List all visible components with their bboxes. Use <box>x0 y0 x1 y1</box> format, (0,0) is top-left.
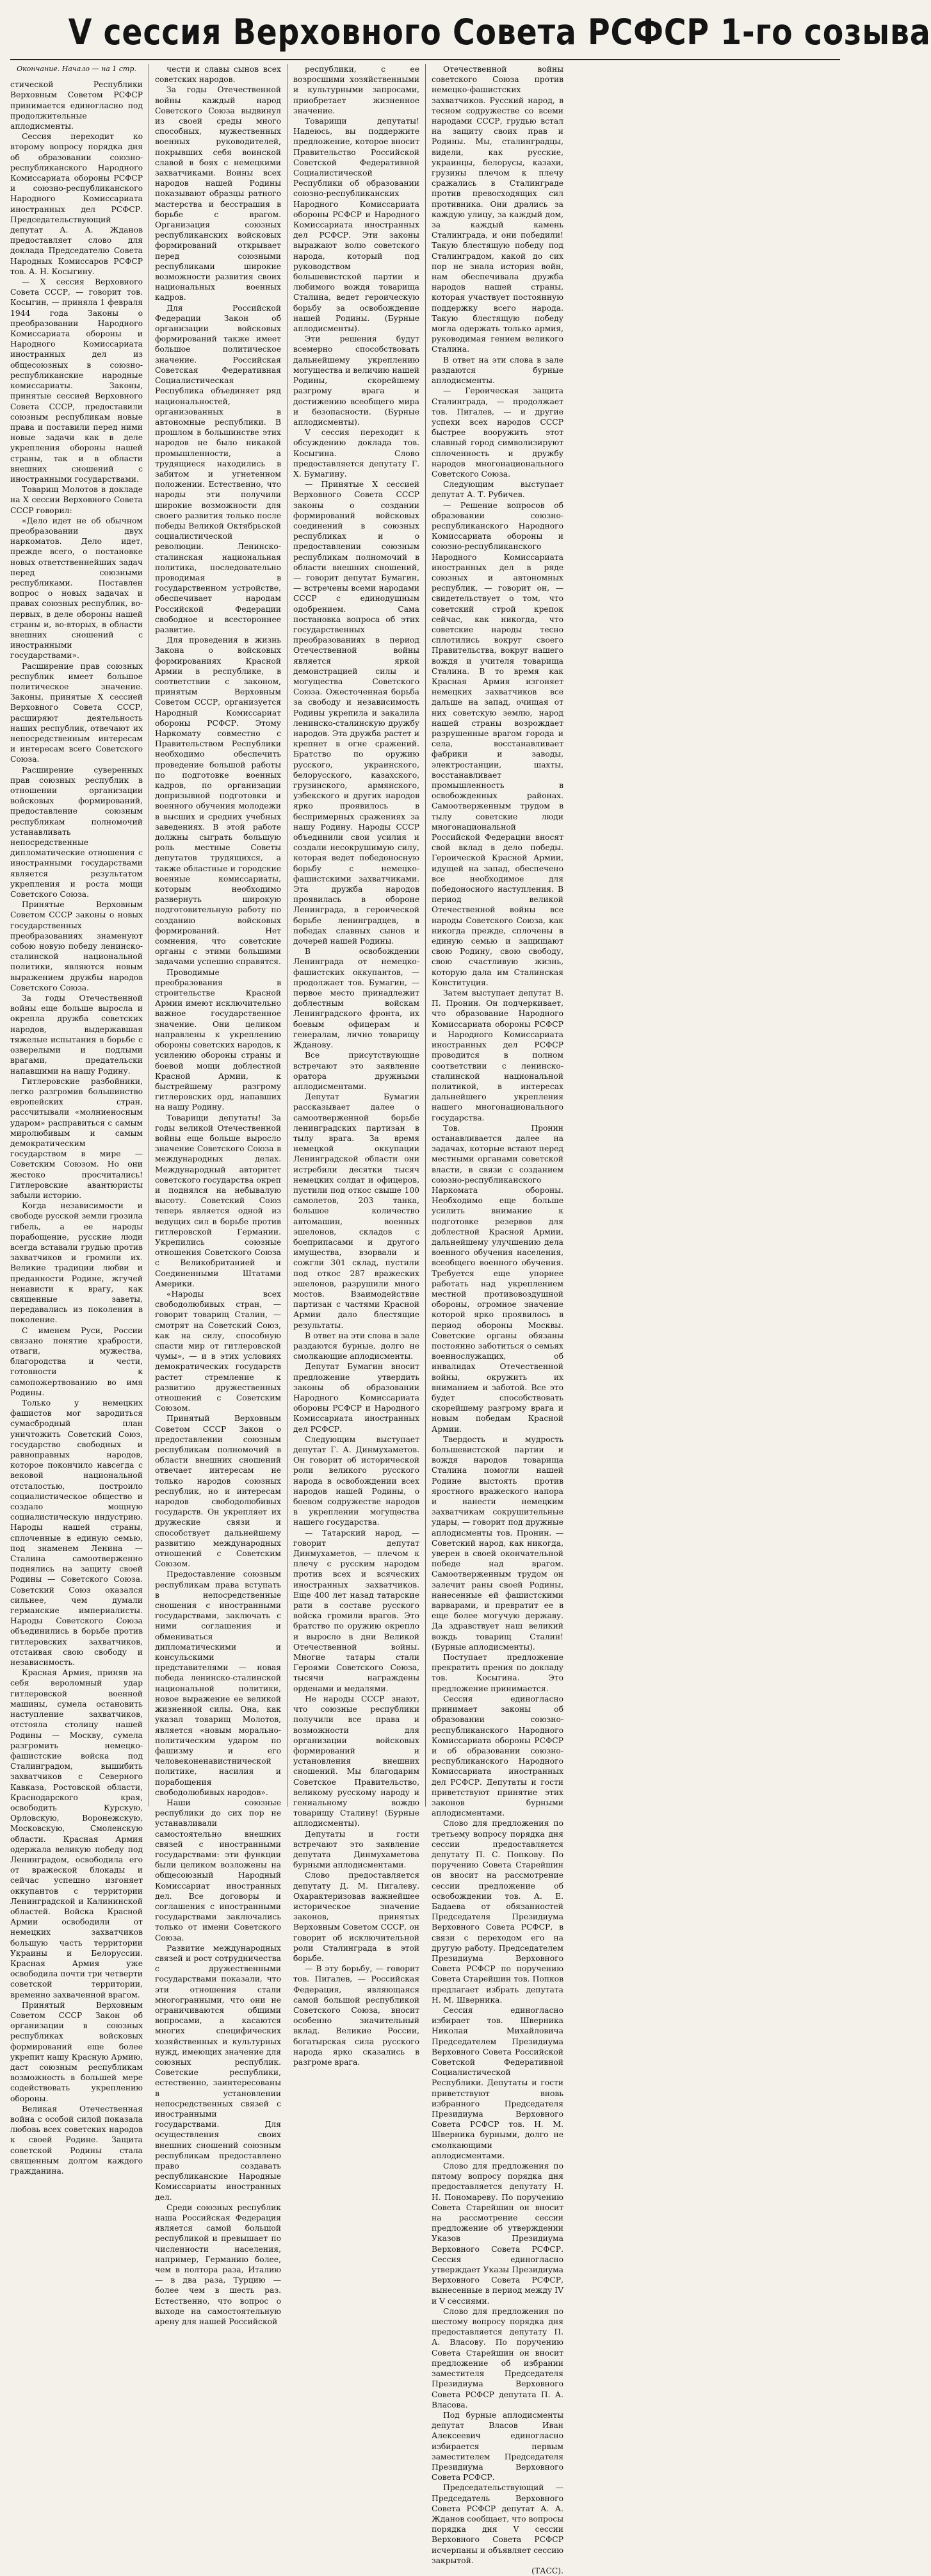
paragraph: Отечественной войны советского Союза против немецко-фашистских захватчиков. Русский народ, в тесном содружестве со всеми народами СССР, грудью встал на защиту своих прав и Родины. Мы, сталинградцы, видели, как русские, украинцы, белорусы, казахи, грузины плечом к плечу сражались в Сталинграде против превосходящих сил противника. Они дрались за каждую улицу, за каждый дом, за каждый камень Сталинграда, и они победили! Такую блестящую победу под Сталинградом, какой до сих пор не знала история войн, нам обеспечивала дружба народов нашей страны, которая участвует постоянную поддержку всего народа. Такую блестящую победу могла одержать только армия, руководимая гением великого Сталина. <box>432 65 563 354</box>
paragraph: — Татарский народ, — говорит депутат Динмухаметов, — плечом к плечу с русским народом против всех и всяческих иностранных захватчиков. Еще 400 лет назад татарские рати в составе русского войска громили врагов. Это братство по оружию окрепло и выросло в дни Великой Отечественной войны. Многие татары стали Героями Советского Союза, тысячи награждены орденами и медалями. <box>293 1528 419 1693</box>
paragraph: Не народы СССР знают, что союзные республики получили все права и возможности для организации войсковых формирований и установления внешних сношений. Мы благодарим Советское Правительство, великому русскому народу и гениальному вождю товарищу Сталину! (Бурные аплодисменты). <box>293 1694 419 1828</box>
paragraph: За годы Отечественной войны каждый народ Советского Союза выдвинул из своей среды много способных, мужественных военных руководителей, покрывших себя воинской славой в боях с немецкими захватчиками. Воины всех народов нашей Родины показывают образцы ратного мастерства и бесстрашия в борьбе с врагом. Организация союзных республиканских войсковых формирований открывает перед союзными республиками широкие возможности развития своих национальных военных кадров. <box>155 85 281 302</box>
paragraph: Депутаты и гости встречают это заявление депутата Динмухаметова бурными аплодисментами. <box>293 1829 419 1870</box>
paragraph: Сессия переходит ко второму вопросу порядка дня об образовании союзно-республиканского Народного Комиссариата обороны РСФСР и союзно-республиканского Народного Комиссариата иностранных дел РСФСР. Председательствующий депутат А. А. Жданов предоставляет слово для доклада Председателю Совета Народных Комиссаров РСФСР тов. А. Н. Косыгину. <box>10 132 143 276</box>
paragraph: Депутат Бумагин рассказывает далее о самоотверженной борьбе ленинградских партизан в тылу врага. За время немецкой оккупации Ленинградской области они истребили десятки тысяч немецких солдат и офицеров, пустили под откос свыше 100 самолетов, 203 танка, большое количество автомашин, военных эшелонов, складов с боеприпасами и другого имущества, взорвали и сожгли 301 склад, пустили под откос 287 вражеских эшелонов, разрушили много мостов. Взаимодействие партизан с частями Красной Армии дало блестящие результаты. <box>293 1092 419 1330</box>
paragraph: Гитлеровские разбойники, легко разгромив большинство европейских стран, рассчитывали «молниеносным ударом» расправиться с самым миролюбивым и самым демократическим государством в мире — Советским Союзом. Но они жестоко просчитались! Гитлеровские авантюристы забыли историю. <box>10 1076 143 1200</box>
paragraph: Принятый Верховным Советом СССР Закон о предоставлении союзным республикам полномочий в области внешних сношений отвечает интересам не только народов союзных республик, но и интересам народов свободолюбивых государств. Он укрепляет их дружеские связи и способствует дальнейшему развитию международных отношений с Советским Союзом. <box>155 1414 281 1569</box>
column-3-body <box>293 64 419 2067</box>
paragraph: Товарищи депутаты! Надеюсь, вы поддержите предложение, которое вносит Правительство Российской Советской Федеративной Социалистической Республики об образовании союзно-республиканских Народного Комиссариата обороны РСФСР и Народного Комиссариата иностранных дел РСФСР. Эти законы выражают волю советского народа, который под руководством большевистской партии и любимого вождя товарища Сталина, ведет героическую борьбу за освобождение нашей Родины. (Бурные аплодисменты). <box>293 117 419 334</box>
paragraph: Развитие международных связей и рост сотрудничества с дружественными государствами показали, что эти отношения стали многогранными, что они не ограничиваются общими вопросами, а касаются многих специфических хозяйственных и культурных нужд, имеющих значение для союзных республик. Советские республики, естественно, заинтересованы в установлении непосредственных связей с иностранными государствами. Для осуществления своих внешних сношений союзным республикам предоставлено право создавать республиканские Народные Комиссариаты иностранных дел. <box>155 1943 281 2202</box>
paragraph: Товарищ Молотов в докладе на X сессии Верховного Совета СССР говорил: <box>10 485 143 515</box>
paragraph: Сессия единогласно избирает тов. Шверника Николая Михайловича Председателем Президиума Верховного Совета Российской Советской Федеративной Социалистической Республики. Депутаты и гости приветствуют вновь избранного Председателя Президиума Верховного Совета РСФСР тов. Н. М. Шверника бурными, долго не смолкающими аплодисментами. <box>432 2005 563 2160</box>
paragraph: Предоставление союзным республикам права вступать в непосредственные сношения с иностранными государствами, заключать с ними соглашения и обмениваться дипломатическими и консульскими представителями — новая победа ленинско-сталинской национальной политики, новое выражение ее великой жизненной силы. Она, как указал товарищ Молотов, является «новым морально-политическим ударом по фашизму и его человеконенавистнической политике, насилия и порабощения свободолюбивых народов». <box>155 1570 281 1797</box>
paragraph: Слово для предложения по третьему вопросу порядка дня сессии предоставляется депутату П. С. Попкову. По поручению Совета Старейшин он вносит на рассмотрение сессии предложение об освобождении тов. А. Е. Бадаева от обязанностей Председателя Президиума Верховного Совета РСФСР, в связи с переходом его на другую работу. Председателем Президиума Верховного Совета РСФСР по поручению Совета Старейшин тов. Попков предлагает избрать депутата Н. М. Шверника. <box>432 1819 563 2005</box>
paragraph: Расширение прав союзных республик имеет большое политическое значение. Законы, принятые X сессией Верховного Совета СССР, расширяют деятельность наших республик, отвечают их непосредственным интересам и интересам всего Советского Союза. <box>10 661 143 764</box>
paragraph: В ответ на эти слова в зале раздаются бурные аплодисменты. <box>432 355 563 386</box>
paragraph: Следующим выступает депутат Г. А. Динмухаметов. Он говорит об исторической роли великого русского народа в освобождении всех народов нашей Родины, о боевом содружестве народов в укреплении могущества нашего государства. <box>293 1434 419 1527</box>
paragraph: Принятый Верховным Советом СССР Закон об организации в союзных республиках войсковых формирований еще более укрепит нашу Красную Армию, даст союзным республикам возможность в большей мере содействовать укреплению обороны. <box>10 2000 143 2103</box>
paragraph: Принятые Верховным Советом СССР законы о новых государственных преобразованиях знаменуют собою новую победу ленинско-сталинской национальной политики, являются новым выражением дружбы народов Советского Союза. <box>10 900 143 992</box>
paragraph: Великая Отечественная война с особой силой показала любовь всех советских народов к своей Родине. Защита советской Родины стала священным долгом каждого гражданина. <box>10 2104 143 2176</box>
paragraph: — Героическая защита Сталинграда, — продолжает тов. Пигалев, — и другие успехи всех народов СССР быстрее вооружить этот славный город символизируют сплоченность и дружбу народов многонационального Советского Союза. <box>432 386 563 479</box>
paragraph: (ТАСС). <box>531 2566 563 2575</box>
paragraph: стической Республики Верховным Советом РСФСР принимается единогласно под продолжительные аплодисменты. <box>10 80 143 131</box>
paragraph: Среди союзных республик наша Российская Федерация является самой большой республикой и превышает по численности населения, например, Германию более, чем в полтора раза, Италию — в два раза, Турцию — более чем в шесть раз. Естественно, что вопрос о выходе на самостоятельную арену для нашей Российской <box>155 2203 281 2327</box>
paragraph: В освобождении Ленинграда от немецко-фашистских оккупантов, — продолжает тов. Бумагин, — первое место принадлежит доблестным войскам Ленинградского фронта, их боевым офицерам и генералам, лично товарищу Жданову. <box>293 947 419 1050</box>
paragraph: Под бурные аплодисменты депутат Власов Иван Алексеевич единогласно избирается первым заместителем Председателя Президиума Верховного Совета РСФСР. <box>432 2410 563 2482</box>
paragraph: — X сессия Верховного Совета СССР, — говорит тов. Косыгин, — приняла 1 февраля 1944 года Законы о преобразовании Народного Комиссариата обороны и Народного Комиссариата иностранных дел из общесоюзных в союзно-республиканские народные комиссариаты. Законы, принятые сессией Верховного Совета СССР, предоставили союзным республикам новые права и поставили перед ними новые задачи как в деле укрепления обороны нашей страны, так и в области внешних сношений с иностранными государствами. <box>10 277 143 484</box>
paragraph: Слово для предложения по шестому вопросу порядка дня предоставляется депутату П. А. Власову. По поручению Совета Старейшин он вносит предложение об избрании заместителя Председателя Президиума Верховного Совета РСФСР депутата П. А. Власова. <box>432 2306 563 2409</box>
paragraph: С именем Руси, России связано понятие храбрости, отваги, мужества, благородства и чести, готовности к самопожертвованию во имя Родины. <box>10 1325 143 1397</box>
paragraph: Только у немецких фашистов мог зародиться сумасбродный план уничтожить Советский Союз, государство свободных и равноправных народов, которое покончило навсегда с вековой национальной отсталостью, построило социалистическое общество и создало мощную социалистическую индустрию. Народы нашей страны, сплоченные в единую семью, под знаменем Ленина — Сталина самоотверженно поднялись на защиту своей Родины — Советского Союза. Советский Союз оказался сильнее, чем думали германские империалисты. Народы Советского Союза объединились в борьбе против гитлеровских захватчиков, отстаивая свою свободу и независимость. <box>10 1399 143 1668</box>
paragraph: Слово предоставляется депутату Д. М. Пигалеву. Охарактеризовав важнейшее историческое значение законов, принятых Верховным Советом СССР, он говорит об исключительной роли Сталинграда в этой борьбе. <box>293 1871 419 1963</box>
paragraph: — Принятые X сессией Верховного Совета СССР законы о создании формирований войсковых соединений в союзных республиках и о предоставлении союзным республикам полномочий в области внешних сношений, — говорит депутат Бумагин, — встречены всеми народами СССР с единодушным одобрением. Сама постановка вопроса об этих государственных преобразованиях в период Отечественной войны является яркой демонстрацией силы и могущества Советского Союза. Ожесточенная борьба за свободу и независимость Родины укрепила и закалила ленинско-сталинскую дружбу народов. Эта дружба растет и крепнет в огне сражений. Братство по оружию русского, украинского, белорусского, казахского, грузинского, армянского, узбекского и других народов ярко проявилось в беспримерных сражениях за нашу Родину. Народы СССР объединили свои усилия и создали несокрушимую силу, которая ведет победоносную борьбу с немецко-фашистскими захватчиками. Эта дружба народов проявилась в обороне Ленинграда, в героической борьбе ленинградцев, в победах славных сынов и дочерей нашей Родины. <box>293 480 419 946</box>
paragraph: В ответ на эти слова в зале раздаются бурные, долго не смолкающие аплодисменты. <box>293 1331 419 1361</box>
column-4 <box>425 64 563 2575</box>
column-4-body <box>432 64 563 2576</box>
paragraph: Расширение суверенных прав союзных республик в отношении организации войсковых формирований, предоставление союзным республикам полномочий устанавливать непосредственные дипломатические отношения с иностранными государствами является результатом укрепления и роста мощи Советского Союза. <box>10 765 143 899</box>
article-columns <box>10 64 840 2575</box>
paragraph: «Народы всех свободолюбивых стран, — говорит товарищ Сталин, — смотрят на Советский Союз, как на силу, способную спасти мир от гитлеровской чумы», — и в этих условиях демократических государств растет стремление к развитию дружественных отношений с Советским Союзом. <box>155 1289 281 1413</box>
paragraph: Красная Армия, приняв на себя вероломный удар гитлеровской военной машины, сумела остановить наступление захватчиков, отстояла столицу нашей Родины — Москву, сумела разгромить немецко-фашистские войска под Сталинградом, вышибить захватчиков с Северного Кавказа, Ростовской области, Краснодарского края, освободить Курскую, Орловскую, Воронежскую, Московскую, Смоленскую области. Красная Армия одержала великую победу под Ленинградом, освободила его от вражеской блокады и сейчас успешно изгоняет оккупантов с территории Ленинградской и Калининской областей. Войска Красной Армии освободили от немецких захватчиков большую часть территории Украины и Белоруссии. Красная Армия уже освободила почти три четверти советской территории, временно захваченной врагом. <box>10 1668 143 1999</box>
paragraph: Слово для предложения по пятому вопросу порядка дня предоставляется депутату Н. Н. Пономареву. По поручению Совета Старейшин он вносит на рассмотрение сессии предложение об утверждении Указов Президиума Верховного Совета РСФСР. Сессия единогласно утверждает Указы Президиума Верховного Совета РСФСР, вынесенные в период между IV и V сессиями. <box>432 2162 563 2306</box>
column-1 <box>10 64 149 2176</box>
paragraph: Когда независимости и свободе русской земли грозила гибель, а ее народы порабощение, русские люди всегда вставали грудью против захватчиков и громили их. Великие традиции любви и преданности Родине, жгучей ненависти к врагу, как священные заветы, передавались из поколения в поколение. <box>10 1201 143 1325</box>
paragraph: V сессия переходит к обсуждению доклада тов. Косыгина. Слово предоставляется депутату Г. Х. Бумагину. <box>293 428 419 479</box>
paragraph: чести и славы сынов всех советских народов. <box>155 65 281 85</box>
continuation-note: Окончание. Начало — на 1 стр. <box>17 65 136 73</box>
column-2 <box>149 64 287 2327</box>
paragraph: Все присутствующие встречают это заявление оратора дружными аплодисментами. <box>293 1051 419 1091</box>
paragraph: Поступает предложение прекратить прения по докладу тов. Косыгина. Это предложение принимается. <box>432 1653 563 1693</box>
paragraph: Товарищи депутаты! За годы великой Отечественной войны еще больше выросло значение Советского Союза в международных делах. Международный авторитет советского государства окреп и поднялся на небывалую высоту. Советский Союз теперь является одной из ведущих сил в борьбе против гитлеровской Германии. Укрепились союзные отношения Советского Союза с Великобританией и Соединенными Штатами Америки. <box>155 1113 281 1288</box>
paragraph: Следующим выступает депутат А. Т. Рубичев. <box>432 480 563 500</box>
paragraph: «Дело идет не об обычном преобразовании двух наркоматов. Дело идет, прежде всего, о постановке новых ответственнейших задач перед союзными республиками. Поставлен вопрос о новых задачах и правах союзных республик, во-первых, в деле обороны нашей страны и, во-вторых, в области внешних сношений с иностранными государствами». <box>10 516 143 660</box>
paragraph: Эти решения будут всемерно способствовать дальнейшему укреплению могущества и величию нашей Родины, скорейшему разгрому врага и достижению всеобщего мира и безопасности. (Бурные аплодисменты). <box>293 334 419 427</box>
column-2-body <box>155 64 281 2327</box>
paragraph: — Решение вопросов об образовании союзно-республиканского Народного Комиссариата обороны и союзно-республиканского Народного Комиссариата иностранных дел в ряде союзных и автономных республик, — говорит он, — свидетельствует о том, что советский строй крепок сейчас, как никогда, что советские народы тесно сплотились вокруг своего Правительства, вокруг нашего вождя и учителя товарища Сталина. В то время как Красная Армия изгоняет немецких захватчиков все дальше на запад, очищая от них советскую землю, народ нашей страны возрождает разрушенные врагом города и села, восстанавливает фабрики и заводы, электростанции, шахты, восстанавливает промышленность в освобожденных районах. Самоотверженным трудом в тылу советские люди многонациональной Российской Федерации вносят свой вклад в дело победы. Героической Красной Армии, идущей на запад, обеспечено все необходимое для победоносного наступления. В период великой Отечественной войны все народы Советского Союза, как никогда прежде, сплочены в единую семью и защищают свою Родину, свою свободу, свою счастливую жизнь, которую дала им Сталинская Конституция. <box>432 500 563 987</box>
paragraph: Тов. Пронин останавливается далее на задачах, которые встают перед местными органами советской власти, в связи с созданием союзно-республиканского Наркомата обороны. Необходимо еще больше усилить внимание к подготовке резервов для доблестной Красной Армии, дальнейшему улучшению дела военного обучения населения, всеобщего военного обучения. Требуется еще упорнее работать над укреплением местной противовоздушной обороны, огромное значение которой ярко проявилось в период обороны Москвы. Советские органы обязаны постоянно заботиться о семьях военнослужащих, об инвалидах Отечественной войны, окружить их вниманием и заботой. Все это будет способствовать скорейшему разгрому врага и новым победам Красной Армии. <box>432 1123 563 1434</box>
headline: V сессия Верховного Совета РСФСР 1-го созыва <box>68 12 931 53</box>
paragraph: Сессия единогласно принимает законы об образовании союзно-республиканского Народного Комиссариата обороны РСФСР и об образовании союзно-республиканского Народного Комиссариата иностранных дел РСФСР. Депутаты и гости приветствуют принятие этих законов бурными аплодисментами. <box>432 1694 563 1818</box>
paragraph: Депутат Бумагин вносит предложение утвердить законы об образовании Народного Комиссариата обороны РСФСР и Народного Комиссариата иностранных дел РСФСР. <box>293 1362 419 1434</box>
paragraph: Наши союзные республики до сих пор не устанавливали самостоятельно внешних связей с иностранными государствами: эти функции были целиком возложены на общесоюзный Народный Комиссариат иностранных дел. Все договоры и соглашения с иностранными государствами заключались только от имени Советского Союза. <box>155 1798 281 1942</box>
paragraph: — В эту борьбу, — говорит тов. Пигалев, — Российская Федерация, являющаяся самой большой республикой Советского Союза, вносит особенно значительный вклад. Великие России, богатырская сила русского народа ярко сказались в разгроме врага. <box>293 1964 419 2067</box>
paragraph: Твердость и мудрость большевистской партии и вождя народов товарища Сталина помогли нашей Родине выстоять против яростного вражеского напора и нанести немецким захватчикам сокрушительные удары, — говорит под дружные аплодисменты тов. Пронин. — Советский народ, как никогда, уверен в своей окончательной победе над врагом. Самоотверженным трудом он залечит раны своей Родины, нанесенные ей фашистскими варварами, и превратит ее в еще более могучую державу. Да здравствует наш великий вождь товарищ Сталин! (Бурные аплодисменты). <box>432 1434 563 1652</box>
column-1-body <box>10 79 143 2176</box>
paragraph: Проводимые преобразования в строительстве Красной Армии имеют исключительно важное государственное значение. Они целиком направлены к укреплению обороны советских народов, к усилению обороны страны и боевой мощи доблестной Красной Армии, к быстрейшему разгрому гитлеровских орд, напавших на нашу Родину. <box>155 967 281 1112</box>
paragraph: За годы Отечественной войны еще больше выросла и окрепла дружба советских народов, выдержавшая тяжелые испытания в борьбе с озверелыми и подлыми врагами, предательски напавшими на нашу Родину. <box>10 994 143 1076</box>
paragraph: Затем выступает депутат В. П. Пронин. Он подчеркивает, что образование Народного Комиссариата обороны РСФСР и Народного Комиссариата иностранных дел РСФСР проводится в полном соответствии с ленинско-сталинской национальной политикой, в интересах дальнейшего укрепления нашего многонационального государства. <box>432 989 563 1122</box>
paragraph: Для проведения в жизнь Закона о войсковых формированиях Красной Армии в республике, в соответствии с законом, принятым Верховным Советом СССР, организуется Народный Комиссариат обороны РСФСР. Этому Наркомату совместно с Правительством Республики необходимо обеспечить проведение большой работы по подготовке военных кадров, по организации допризывной подготовки и военного обучения молодежи в высших и средних учебных заведениях. В этой работе должны сыграть большую роль местные Советы депутатов трудящихся, а также областные и городские военные комиссариаты, которым необходимо развернуть широкую подготовительную работу по созданию войсковых формирований. Нет сомнения, что советские органы с этими большими задачами успешно справятся. <box>155 636 281 967</box>
paragraph: Председательствующий — Председатель Верховного Совета РСФСР депутат А. А. Жданов сообщает, что вопросы порядка дня V сессии Верховного Совета РСФСР исчерпаны и объявляет сессию закрытой. <box>432 2483 563 2565</box>
paragraph: республики, с ее возросшими хозяйственными и культурными запросами, приобретает жизненное значение. <box>293 65 419 115</box>
paragraph: Для Российской Федерации Закон об организации войсковых формирований также имеет большое политическое значение. Российская Советская Федеративная Социалистическая Республика объединяет ряд национальностей, организованных в автономные республики. В прошлом в большинстве этих народов не было никакой промышленности, а трудящиеся находились в забитом и угнетенном положении. Естественно, что народы эти получили широкие возможности для своего развития только после победы Великой Октябрьской социалистической революции. Ленинско-сталинская национальная политика, последовательно проводимая в государственном устройстве, обеспечивает народам Российской Федерации свободное и всестороннее развитие. <box>155 303 281 634</box>
headline-rule <box>10 59 840 60</box>
column-3 <box>287 64 425 2067</box>
